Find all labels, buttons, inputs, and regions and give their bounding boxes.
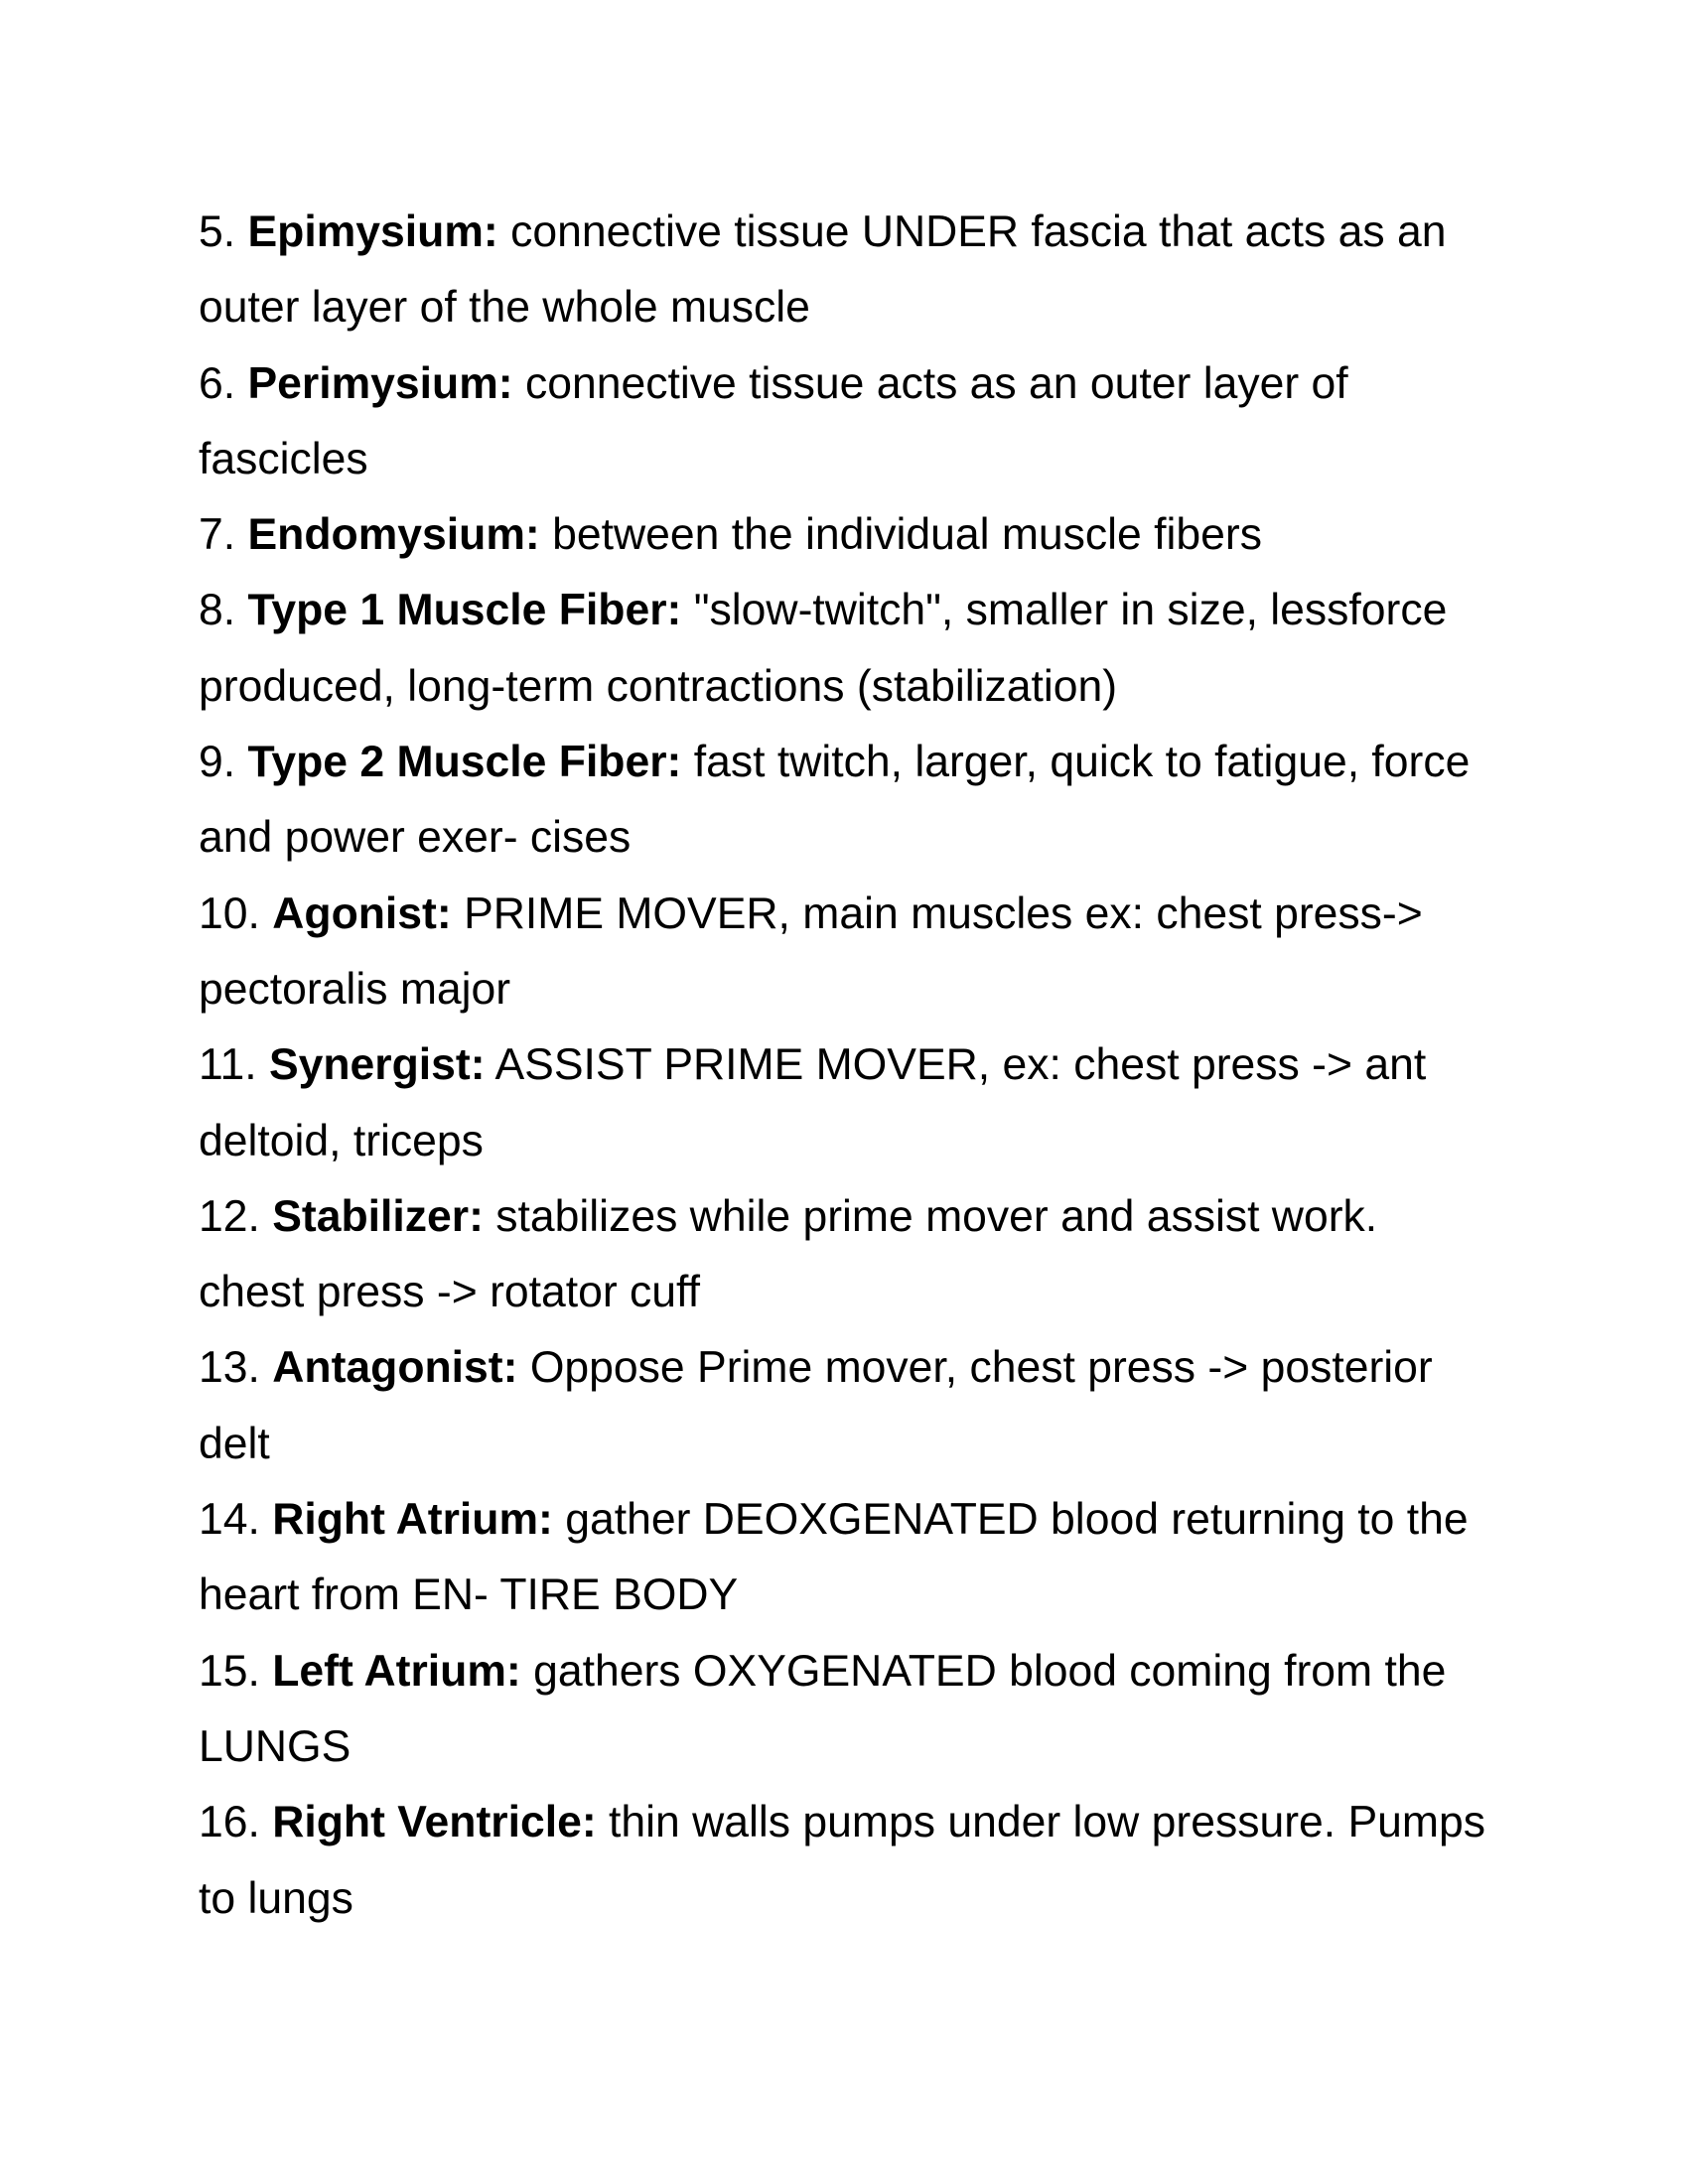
entry-definition: connective tissue UNDER fascia that acts as an outer layer of the whole muscle xyxy=(199,207,1447,333)
entry-epimysium xyxy=(199,195,1489,346)
entry-agonist xyxy=(199,877,1489,1028)
entry-definition: gathers OXYGENATED blood coming from the LUNGS xyxy=(199,1646,1447,1771)
entry-number: 10. xyxy=(199,888,260,938)
entry-term: Right Ventricle: xyxy=(272,1798,597,1847)
entry-type-1-muscle-fiber xyxy=(199,573,1489,725)
entry-definition: between the individual muscle fibers xyxy=(552,510,1262,560)
entry-term: Stabilizer: xyxy=(272,1191,484,1241)
entry-number: 7. xyxy=(199,510,236,560)
entry-right-ventricle xyxy=(199,1785,1489,1937)
entry-number: 16. xyxy=(199,1798,260,1847)
entry-number: 11. xyxy=(199,1040,257,1090)
entry-term: Perimysium: xyxy=(247,358,513,408)
entry-term: Antagonist: xyxy=(272,1343,518,1393)
entry-number: 9. xyxy=(199,738,236,787)
entry-number: 6. xyxy=(199,358,236,408)
entry-number: 13. xyxy=(199,1343,260,1393)
entry-definition: gather DEOXGENATED blood returning to the heart from EN- TIRE BODY xyxy=(199,1495,1469,1620)
entry-term: Synergist: xyxy=(268,1040,486,1090)
entry-right-atrium xyxy=(199,1482,1489,1634)
entry-number: 15. xyxy=(199,1646,260,1696)
entry-synergist xyxy=(199,1027,1489,1179)
entry-definition: PRIME MOVER, main muscles ex: chest press-> pectoralis major xyxy=(199,888,1423,1014)
entry-stabilizer xyxy=(199,1179,1489,1331)
entry-left-atrium xyxy=(199,1634,1489,1786)
entry-definition: stabilizes while prime mover and assist work. chest press -> rotator cuff xyxy=(199,1191,1378,1317)
entry-number: 8. xyxy=(199,586,236,635)
document-page xyxy=(199,195,1489,1937)
entry-term: Endomysium: xyxy=(247,510,540,560)
entry-term: Agonist: xyxy=(272,888,452,938)
entry-definition: fast twitch, larger, quick to fatigue, force and power exer- cises xyxy=(199,738,1471,863)
entry-number: 5. xyxy=(199,207,236,256)
entry-term: Right Atrium: xyxy=(272,1495,553,1545)
entry-antagonist xyxy=(199,1330,1489,1482)
entry-term: Epimysium: xyxy=(247,207,498,256)
entry-term: Type 2 Muscle Fiber: xyxy=(247,738,682,787)
entry-definition: Oppose Prime mover, chest press -> posterior delt xyxy=(199,1343,1433,1468)
entry-term: Type 1 Muscle Fiber: xyxy=(247,586,682,635)
entry-number: 12. xyxy=(199,1191,260,1241)
entry-term: Left Atrium: xyxy=(272,1646,521,1696)
entry-definition: "slow-twitch", smaller in size, lessforce produced, long-term contractions (stabilization) xyxy=(199,586,1448,711)
entry-definition: ASSIST PRIME MOVER, ex: chest press -> ant deltoid, triceps xyxy=(199,1040,1427,1165)
entry-type-2-muscle-fiber xyxy=(199,725,1489,877)
entry-definition: connective tissue acts as an outer layer of fascicles xyxy=(199,358,1348,483)
entry-endomysium xyxy=(199,497,1489,573)
entry-number: 14. xyxy=(199,1495,260,1545)
entry-perimysium xyxy=(199,346,1489,498)
entry-definition: thin walls pumps under low pressure. Pumps to lungs xyxy=(199,1798,1485,1923)
